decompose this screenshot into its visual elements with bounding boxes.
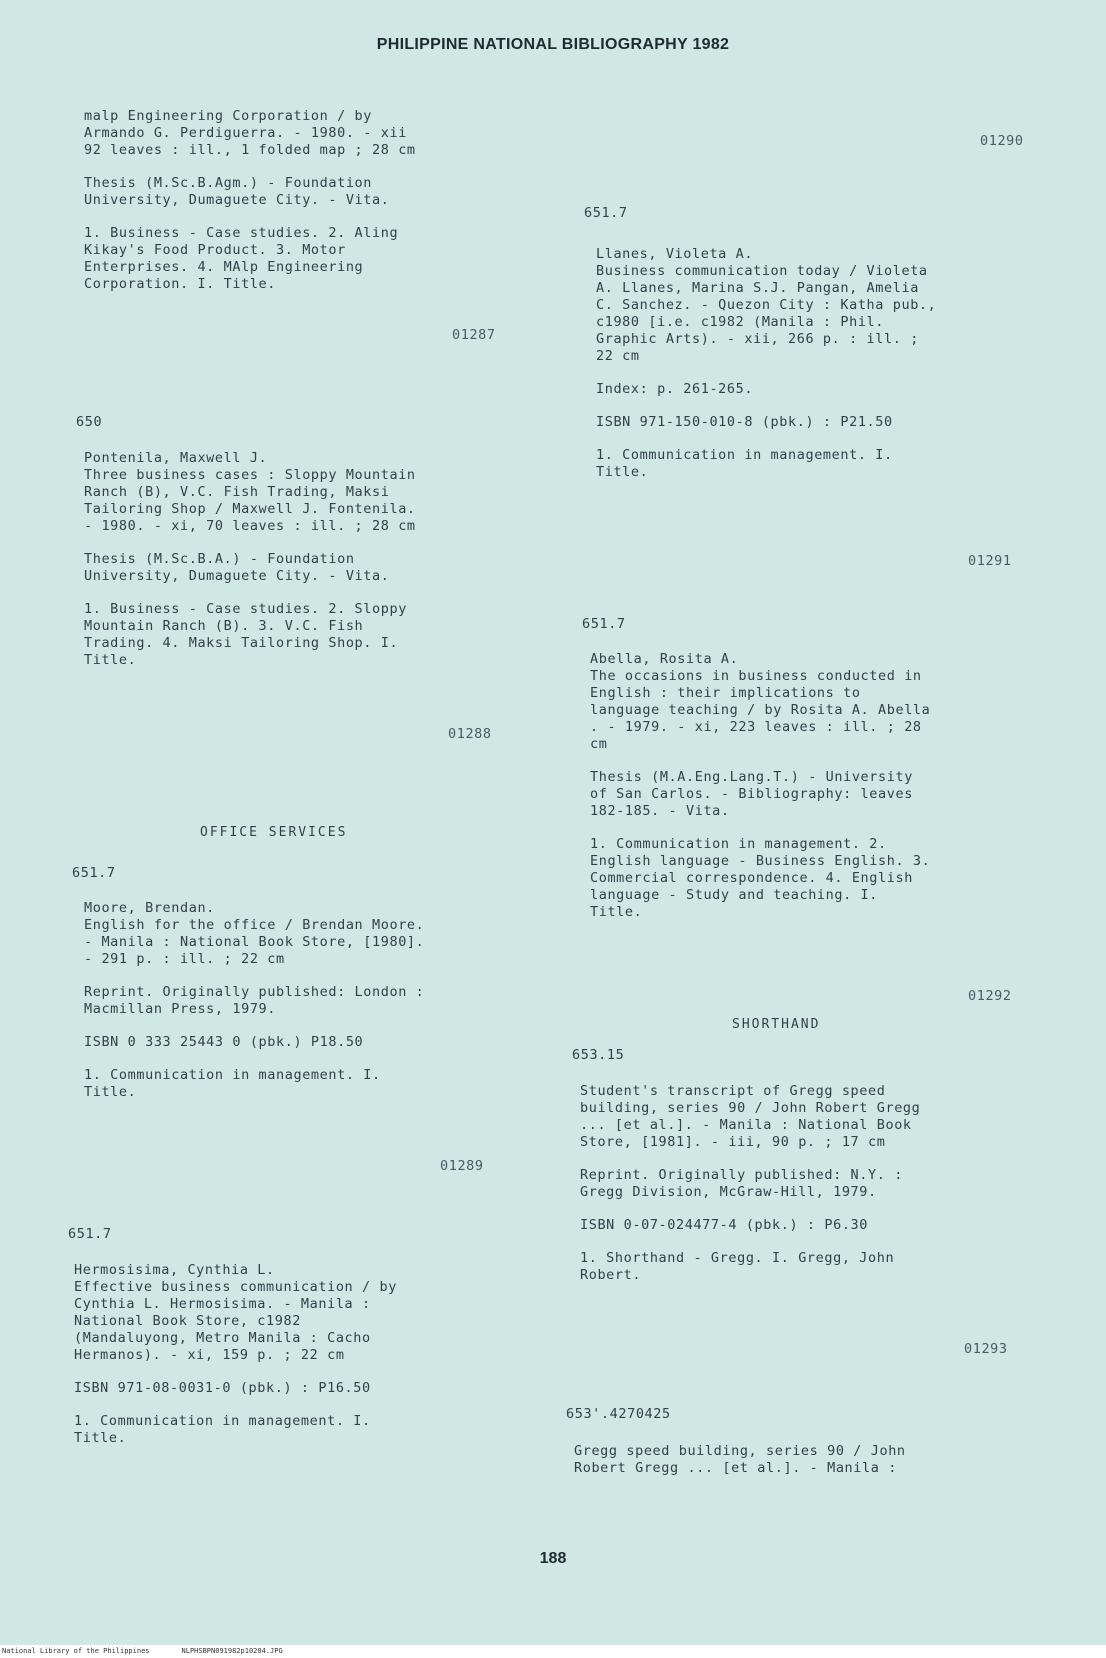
entry-line: Reprint. Originally published: N.Y. : — [580, 1167, 903, 1183]
entry-line: Trading. 4. Maksi Tailoring Shop. I. — [84, 635, 399, 651]
entry-paragraph — [84, 900, 544, 968]
entry-body — [580, 1083, 1040, 1300]
entry-paragraph — [84, 225, 544, 293]
entry-line: ISBN 0 333 25443 0 (pbk.) P18.50 — [84, 1034, 364, 1050]
entry-line: - 291 p. : ill. ; 22 cm — [84, 951, 285, 967]
entry-line: English : their implications to — [590, 685, 861, 701]
section-heading: OFFICE SERVICES — [200, 825, 348, 840]
entry-paragraph — [596, 447, 1056, 481]
entry-line: ISBN 0-07-024477-4 (pbk.) : P6.30 — [580, 1217, 869, 1233]
class-number: 651.7 — [584, 205, 628, 221]
entry-line: cm — [590, 736, 608, 752]
entry-line: A. Llanes, Marina S.J. Pangan, Amelia — [596, 280, 919, 296]
entry-paragraph — [596, 414, 1056, 431]
entry-line: Gregg speed building, series 90 / John — [574, 1443, 906, 1459]
entry-line: Student's transcript of Gregg speed — [580, 1083, 886, 1099]
entry-line: Ranch (B), V.C. Fish Trading, Maksi — [84, 484, 390, 500]
entry-body — [590, 651, 1050, 937]
entry-line: Graphic Arts). - xii, 266 p. : ill. ; — [596, 331, 919, 347]
entry-body — [84, 450, 544, 685]
page-title: PHILIPPINE NATIONAL BIBLIOGRAPHY 1982 — [376, 36, 730, 53]
entry-line: Gregg Division, McGraw-Hill, 1979. — [580, 1184, 877, 1200]
entry-line: Title. — [84, 1084, 137, 1100]
entry-line: (Mandaluyong, Metro Manila : Cacho — [74, 1330, 371, 1346]
entry-line: 1. Communication in management. I. — [84, 1067, 381, 1083]
entry-paragraph — [580, 1167, 1040, 1201]
entry-paragraph — [580, 1083, 1040, 1151]
entry-line: Tailoring Shop / Maxwell J. Fontenila. — [84, 501, 416, 517]
entry-paragraph — [574, 1443, 1034, 1477]
entry-paragraph — [580, 1217, 1040, 1234]
entry-line: Robert Gregg ... [et al.]. - Manila : — [574, 1460, 897, 1476]
entry-line: University, Dumaguete City. - Vita. — [84, 568, 390, 584]
entry-line: 1. Communication in management. I. — [74, 1413, 371, 1429]
entry-line: Three business cases : Sloppy Mountain — [84, 467, 416, 483]
entry-line: English for the office / Brendan Moore. — [84, 917, 425, 933]
entry-line: 182-185. - Vita. — [590, 803, 730, 819]
entry-line: Abella, Rosita A. — [590, 651, 739, 667]
entry-line: ISBN 971-08-0031-0 (pbk.) : P16.50 — [74, 1380, 371, 1396]
entry-paragraph — [74, 1413, 534, 1447]
entry-paragraph — [84, 984, 544, 1018]
entry-paragraph — [590, 769, 1050, 820]
entry-line: Title. — [596, 464, 649, 480]
entry-line: Index: p. 261-265. — [596, 381, 754, 397]
entry-line: Hermanos). - xi, 159 p. ; 22 cm — [74, 1347, 345, 1363]
entry-paragraph — [84, 1067, 544, 1101]
entry-line: English language - Business English. 3. — [590, 853, 931, 869]
entry-number: 01293 — [964, 1341, 1008, 1357]
entry-line: . - 1979. - xi, 223 leaves : ill. ; 28 — [590, 719, 922, 735]
entry-line: Effective business communication / by — [74, 1279, 397, 1295]
entry-paragraph — [74, 1262, 534, 1364]
footer — [0, 1645, 1106, 1658]
entry-line: 1. Business - Case studies. 2. Sloppy — [84, 601, 407, 617]
entry-line: - Manila : National Book Store, [1980]. — [84, 934, 425, 950]
entry-body — [596, 246, 1056, 497]
entry-paragraph — [596, 381, 1056, 398]
entry-line: Hermosisima, Cynthia L. — [74, 1262, 275, 1278]
entry-number: 01287 — [452, 327, 496, 343]
entry-line: Title. — [590, 904, 643, 920]
entry-number: 01289 — [440, 1158, 484, 1174]
entry-line: 1. Business - Case studies. 2. Aling — [84, 225, 399, 241]
entry-line: ... [et al.]. - Manila : National Book — [580, 1117, 912, 1133]
section-heading: SHORTHAND — [732, 1017, 821, 1032]
entry-top-body — [84, 108, 544, 309]
entry-line: University, Dumaguete City. - Vita. — [84, 192, 390, 208]
entry-line: of San Carlos. - Bibliography: leaves — [590, 786, 913, 802]
entry-line: Kikay's Food Product. 3. Motor — [84, 242, 346, 258]
entry-paragraph — [84, 108, 544, 159]
entry-body — [74, 1262, 534, 1463]
class-number: 650 — [76, 414, 103, 430]
entry-line: c1980 [i.e. c1982 (Manila : Phil. — [596, 314, 885, 330]
entry-body — [84, 900, 544, 1117]
entry-number: 01290 — [980, 133, 1024, 149]
entry-paragraph — [84, 551, 544, 585]
entry-line: Macmillan Press, 1979. — [84, 1001, 277, 1017]
entry-line: Title. — [74, 1430, 127, 1446]
entry-paragraph — [590, 651, 1050, 753]
entry-line: Pontenila, Maxwell J. — [84, 450, 268, 466]
entry-line: Cynthia L. Hermosisima. - Manila : — [74, 1296, 371, 1312]
entry-number: 01288 — [448, 726, 492, 742]
entry-paragraph — [580, 1250, 1040, 1284]
entry-line: Llanes, Violeta A. — [596, 246, 754, 262]
entry-line: building, series 90 / John Robert Gregg — [580, 1100, 921, 1116]
entry-line: Corporation. I. Title. — [84, 276, 277, 292]
entry-line: malp Engineering Corporation / by — [84, 108, 373, 124]
footer-filename: NLPHSBPN091982p10204.JPG — [181, 1647, 283, 1655]
entry-line: Title. — [84, 652, 137, 668]
entry-paragraph — [74, 1380, 534, 1397]
entry-line: Business communication today / Violeta — [596, 263, 928, 279]
entry-line: Thesis (M.A.Eng.Lang.T.) - University — [590, 769, 913, 785]
entry-line: National Book Store, c1982 — [74, 1313, 301, 1329]
page-number: 188 — [539, 1550, 567, 1567]
entry-line: C. Sanchez. - Quezon City : Katha pub., — [596, 297, 937, 313]
entry-line: - 1980. - xi, 70 leaves : ill. ; 28 cm — [84, 518, 416, 534]
class-number: 651.7 — [72, 865, 116, 881]
entry-line: Thesis (M.Sc.B.Agm.) - Foundation — [84, 175, 373, 191]
entry-line: 1. Communication in management. 2. — [590, 836, 887, 852]
entry-line: Mountain Ranch (B). 3. V.C. Fish — [84, 618, 364, 634]
entry-line: 22 cm — [596, 348, 640, 364]
entry-paragraph — [596, 246, 1056, 365]
entry-line: 92 leaves : ill., 1 folded map ; 28 cm — [84, 142, 416, 158]
entry-line: Enterprises. 4. MAlp Engineering — [84, 259, 364, 275]
class-number: 653'.4270425 — [566, 1406, 671, 1422]
entry-paragraph — [84, 175, 544, 209]
class-number: 651.7 — [582, 616, 626, 632]
entry-paragraph — [590, 836, 1050, 921]
entry-paragraph — [84, 450, 544, 535]
entry-line: The occasions in business conducted in — [590, 668, 922, 684]
entry-line: Reprint. Originally published: London : — [84, 984, 425, 1000]
entry-line: ISBN 971-150-010-8 (pbk.) : P21.50 — [596, 414, 893, 430]
entry-number: 01292 — [968, 988, 1012, 1004]
entry-body — [574, 1443, 1034, 1493]
entry-line: Armando G. Perdiguerra. - 1980. - xii — [84, 125, 407, 141]
entry-line: Robert. — [580, 1267, 642, 1283]
class-number: 651.7 — [68, 1226, 112, 1242]
entry-number: 01291 — [968, 553, 1012, 569]
entry-line: Store, [1981]. - iii, 90 p. ; 17 cm — [580, 1134, 886, 1150]
entry-line: 1. Shorthand - Gregg. I. Gregg, John — [580, 1250, 895, 1266]
entry-paragraph — [84, 601, 544, 669]
footer-library: National Library of the Philippines — [2, 1647, 150, 1655]
entry-line: language teaching / by Rosita A. Abella — [590, 702, 931, 718]
entry-line: language - Study and teaching. I. — [590, 887, 879, 903]
entry-paragraph — [84, 1034, 544, 1051]
entry-line: Thesis (M.Sc.B.A.) - Foundation — [84, 551, 355, 567]
entry-line: Moore, Brendan. — [84, 900, 215, 916]
entry-line: Commercial correspondence. 4. English — [590, 870, 913, 886]
entry-line: 1. Communication in management. I. — [596, 447, 893, 463]
class-number: 653.15 — [572, 1047, 625, 1063]
